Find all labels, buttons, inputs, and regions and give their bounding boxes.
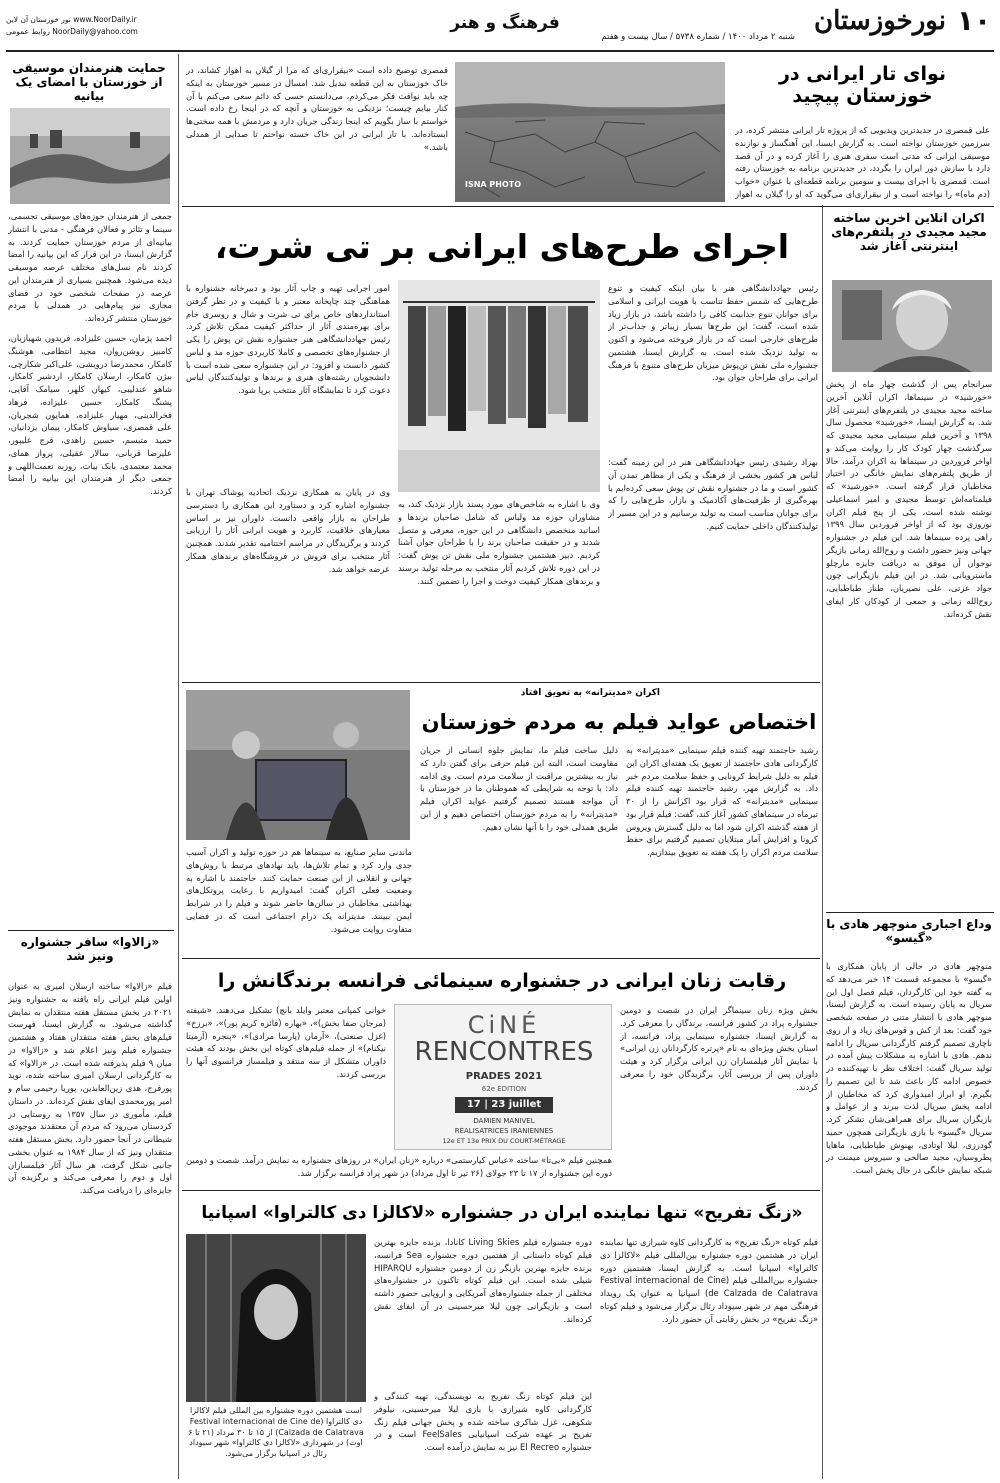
film-headline: اختصاص عواید فیلم به مردم خوزستان	[421, 710, 817, 734]
manouchehr-headline: وداع اجباری منوچهر هادی با «گیسو»	[826, 918, 992, 945]
majid-headline: اکران آنلاین آخرین ساخته مجید مجیدی در پلتفرم‌های اینترنتی آغاز شد	[831, 212, 987, 253]
cine-body-3: همچنین فیلم «بی‌تا» ساخته «عباس کیارستمی» درباره «زنان ایران» در روزهای جشنواره به نمایش درآمد. شصت و دومین دوره این جشنواره از ۱۷ تا ۲۳ جولای (۲۶ تیر تا اول مرداد) در شهر پراد فرانسه برگزار شد.	[186, 1155, 612, 1178]
spain-caption: است هشتمین دوره جشنواره بین المللی فیلم لاکالزا دی کالتراوا (Festival internacional de Cine de Calzada de Calatrava) از ۱۵ تا ۳۰ مرداد (۲۱ تا ۶ اوت) در شهرداری «لاکالزا دی کالتراوا» شهر سیوداد رئال در اسپانیا برگزار می‌شود.	[188, 1406, 364, 1459]
cine-body-1: بخش ویژه زنان سینماگر ایران در شصت و دومین جشنواره پراد در کشور فرانسه، برندگان را معرفی کرد. به گزارش ایسنا، جشنواره سینمایی پراد، فرانسه، از اسنان بخش ویژه‌ای به نام «پرتره کارگردانان زن ایرانی» با نمایش آثار فیلمسازان زن ایرانی برگزار کرد و هیئت داوران پس از بررسی آثار، برگزیدگان خود را معرفی کردند.	[620, 1005, 818, 1092]
majid-photo	[832, 280, 992, 372]
film-kicker: اکران «مدیترانه» به تعویق افتاد	[520, 688, 660, 698]
tshirt-photo	[398, 280, 600, 492]
tshirt-body-5: وی در پایان به همکاری نزدیک اتحادیه پوشاک تهران با جشنواره اشاره کرد و دستاورد این همکاری را دسترسی طراحان به بازار واقعی دانست. داوران نیز بر اساس معیارهای خلاقیت، کاربرد و هویت ایرانی آثار را ارزیابی کردند و برگزیدگان در مراسم اختتامیه تقدیر شدند. همچنین آثار منتخب برای فروش در فروشگاه‌های برندهای همکار عرضه خواهد شد.	[186, 487, 390, 574]
contact-line-site[interactable]: نور خوزستان آن لاین www.NoorDaily.ir	[6, 15, 137, 24]
section-title: فرهنگ و هنر	[450, 13, 560, 33]
left-names: احمد پژمان، حسین علیزاده، فریدون شهبازیان، کامبیز روشن‌روان، مجید انتظامی، هوشنگ کامکار، محمدرضا درویشی، علی‌اکبر شکارچی، بیژن کامکار، ارسلان کامکار، اردشیر کامکار، شاهو عندلیبی، کیهان کلهر، سیامک آقایی، پشنگ کامکار، حسین علیزاده، فرهاد فخرالدینی، مهیار علیزاده، همایون شجریان، علی قمصری، سیاوش کامکار، پیمان یزدانیان، حمید متبسم، حسین زاهدی، فرج علیپور، علیرضا قربانی، سالار عقیلی، پرواز همای، محمد معتمدی، بابک بیات، روزبه نعمت‌اللهی و جمعی دیگر از هنرمندان این بیانیه را امضا کردند.	[8, 333, 172, 497]
tshirt-body-2: بهزاد رشیدی رئیس جهاددانشگاهی هنر در این زمینه گفت: لباس هر کشور بخشی از فرهنگ و یکی از مظاهر تمدن آن کشور است و ما در جشنواره نقش تن پوش سعی کرده‌ایم با بهره‌گیری از ظرفیت‌های آکادمیک و بازار، طرح‌هایی را که برای جوانان مناسب است به تولید برسانیم و در این مسیر از تولیدکنندگان داخلی حمایت کنیم.	[608, 457, 818, 531]
cine-poster	[394, 1004, 612, 1150]
majid-bottom-rule	[826, 912, 994, 913]
cine-headline: رقابت زنان ایرانی در جشنواره سینمائی فرانسه برندگانش را	[217, 970, 787, 992]
masthead-rule	[6, 50, 994, 52]
tar-bottom-rule	[182, 206, 994, 207]
paper-name-logo: نورخوزستان	[814, 6, 946, 36]
cine-body-2: خوانی کمپانی معتبر وایلد بانچ) تشکیل می‌دهند. «شیفته (مرجان صفا بخش)»، «بهاره (فائزه کریم پور)»، «برزخ» (غزل صنعتی)، «آرمان (پارسا مرادی)»، «پنجره (آرمیتا نیکنام)» از جمله فیلم‌های کوتاه این بخش بودند که هیئت داوران متشکل از سه منتقد و فیلمساز فرانسوی آنها را بررسی کردند.	[186, 1005, 386, 1079]
film-photo	[186, 690, 410, 840]
tshirt-headline: اجرای طرح‌های ایرانی بر تی شرت،	[214, 227, 790, 266]
photo-credit-label: ISNA PHOTO	[465, 180, 522, 189]
poster-prades-text: PRADES 2021	[465, 1071, 543, 1082]
tshirt-body-4: امور اجرایی تهیه و چاپ آثار بود و دبیرخانه جشنواره با هماهنگی چند چاپخانه معتبر و با کیفیت و در نظر گرفتن استانداردهای خاص برای تی شرت و شال و روسری خام برای بهره‌مندی آثار از حداکثر کیفیت ممکن تلاش کرد. رئیس جهاددانشگاهی هنر جشنواره نقش تن پوش را یکی از جشنواره‌های تخصصی و کاملا کاربردی حوزه مد و لباس کشور دانست و افزود: در این جشنواره سعی شده است با دانشجویان رشته‌های هنری و برندها و تولیدکنندگان لباس دعوت کرد تا نمایشگاه آثار منتخب برپا شود.	[186, 283, 390, 396]
film-bottom-rule	[182, 958, 820, 959]
masthead	[0, 0, 1000, 52]
film-body-2: دلیل ساخت فیلم ما، نمایش جلوه انسانی از جریان مقاومت است، البته این فیلم حرفی برای گفتن دارد که نیاز به بیشترین مراقبت از سلامت مردم است. وی ادامه داد: با توجه به شرایطی که هموطنان ما در خوزستان با آن مواجه هستند تصمیم گرفتیم عواید اکران فیلم «مدیترانه» را به مردم خوزستان اختصاص دهیم و از این طریق همدلی خود را با آنها نشان دهیم.	[420, 745, 618, 832]
manouchehr-body: منوچهر هادی در حالی از پایان همکاری با «گیسو» با مجموعه قسمت ۱۴ خبر می‌دهد که به گفته خود این کارگردان، فیلم فصل اول این سریال به پایان رسیده است. به گزارش ایسنا، منوچهر هادی با انتشار متنی در صفحه شخصی خود گفت: بعد از کش و قوس‌های زیاد و از روی ناچاری تصمیم گرفتم کارگردانی سریال را ادامه ندهم. هادی با اشاره به مشکلات پیش آمده در تولید سریال گفت: اختلاف نظر با تهیه‌کننده در خصوص ادامه کار باعث شد تا این تصمیم را بگیرم. او ابراز امیدواری کرد که مخاطبان از ادامه پخش سریال لذت ببرند و از عوامل و بازیگران سریال برای همراهی‌شان تشکر کرد. سریال «گیسو» با بازی بازیگرانی همچون حمید گودرزی، لیلا اوتادی، بهنوش طباطبایی، ماهایا پطروسیان، مجید صالحی و سیروس میمنت در شبکه نمایش خانگی در حال پخش است.	[826, 961, 992, 1176]
left-mid-rule	[8, 930, 174, 931]
spain-photo	[186, 1234, 366, 1402]
poster-edition-text: 62e ÉDITION	[481, 1085, 527, 1093]
poster-director-text: DAMIEN MANIVEL	[473, 1117, 535, 1125]
tar-photo	[455, 62, 725, 202]
girl-portrait-illustration	[186, 1234, 366, 1402]
spain-body-2: دوره جشنواره فیلم Living Skies کانادا، برنده جایزه بهترین فیلم کوتاه داستانی از هفتمین دوره جشنواره Sea فرانسه، برنده جایزه بهترین بازیگر زن از دومین جشنواره HIPARQU شیلی شده است. این فیلم کوتاه تاکنون در جشنواره‌های مختلفی از جمله جشنواره‌های آمریکایی و اروپایی حضور داشته است و بازیگرانی چون لیلا میرحسینی در آن ایفای نقش کرده‌اند.	[374, 1237, 592, 1324]
film-body-1: رشید حاجتمند تهیه کننده فیلم سینمایی «مدیترانه» به کارگردانی هادی حاجتمند از تعویق یک هفته‌ای اکران این فیلم به دلیل شرایط کرونایی و حفظ سلامت مردم خبر داد. به گزارش مهر، رشید حاجتمند تهیه کننده فیلم سینمایی «مدیترانه» که قرار بود اکرانش را از ۳۰ تیرماه در سینماهای کشور آغاز کند، گفت: فیلم قرار بود از هفته گذشته اکران شود اما به دلیل گسترش ویروس کرونا و افزایش آمار مبتلایان تصمیم گرفتیم برای حفظ سلامت مردم اکران را یک هفته به تعویق بیندازیم.	[626, 745, 818, 858]
film-still-illustration	[186, 690, 410, 840]
portrait-illustration	[832, 280, 992, 372]
tar-headline: نوای تار ایرانی در خوزستان پیچید	[778, 64, 947, 107]
spain-body-3: این فیلم کوتاه زنگ تفریح به نویسندگی، تهیه کنندگی و کارگردانی کاوه شیرازی با بازی لیلا میرحسینی، نیلوفر شکوهی، غزل شاکری ساخته شده و پخش جهانی فیلم زنگ تفریح بر عهده شرکت اسپانیایی FeelSales است و در جشنواره El Recreo نیز به نمایش درآمده است.	[374, 1391, 592, 1453]
poster-rencontres-text: RENCONTRES	[414, 1037, 594, 1067]
tar-side-body: قمصری توضیح داده است «بیقراری‌ای که مرا از گیلان به اهواز کشاند، در خاک خوزستان به این قطعه تبدیل شد. امسال در مسیر خوزستان به اینکه چه باید نوافت فکر می‌کردم، می‌دانستم حسی که دائم سعی می‌کنم با آن کنار بیایم چیست؛ نزدیکی به خوزستان و آنچه که در اینجا رخ داده است. خواستم با ساز بگویم که اینجا زندگی جریان دارد و مردمش با همه سختی‌ها ایستاده‌اند. با تار ایرانی در این خاک خسته نواختم تا صدایی از همدلی باشد.»	[186, 65, 448, 152]
tshirt-body-3: وی با اشاره به شاخص‌های مورد پسند بازار نزدیک کند، به مشاوران حوزه مد ولباس که شامل صاحبان برندها و اساتید متخصص دانشگاهی در این حوزه، معرفی و متصل شدند و در حقیقت صاحبان برند را با طراحان جوان آشنا کردیم. دبیر هشتمین جشنواره ملی نقش تن پوش گفت: در این دوره تلاش کردیم آثار منتخب به مرحله تولید برسند و برندهای همکار کیفیت دوخت و اجرا را تضمین کنند.	[398, 499, 600, 586]
page-number: ۱۰	[956, 4, 992, 37]
left-photo	[10, 108, 170, 204]
right-column-divider	[822, 205, 823, 1479]
left-column-divider	[178, 54, 179, 1479]
cine-bottom-rule	[182, 1190, 820, 1191]
tar-body: علی قمصری در جدیدترین ویدیویی که از پروژه تار ایرانی منتشر کرده، در سرزمین خوزستان نواخته است. به گزارش ایسنا، این آهنگساز و نوازنده موسیقی ایرانی که مدتی است سفری هنری را آغاز کرده و در آن قصد دارد با سازش دور ایران را بگردد، در جدیدترین برنامه به خوزستان رفته است. قمصری با اجرای بیست و سومین برنامه قطعه‌ای با عنوان «خواب (دم ماه)» را نواخته است و از بیقراری‌ای می‌گوید که او را گیلان به اهواز	[735, 125, 990, 199]
left-headline: حمایت هنرمندان موسیقی از خوزستان با امضای یک بیانیه	[12, 62, 166, 103]
poster-iranian-text: RÉALISATRICES IRANIENNES	[454, 1127, 554, 1135]
zalava-body: فیلم «زالاوا» ساخته ارسلان امیری به عنوان اولین فیلم ایرانی راه یافته به جشنواره ونیز ۲۰۲۱ در بخش مستقل هفته منتقدان به نمایش گذاشته می‌شود. به گزارش ایسنا، فهرست فیلم‌های بخش هفته منتقدان هفتاد و هشتمین جشنواره فیلم ونیز اعلام شد و «زالاوا» در میان ۹ فیلم پذیرفته شده است. در «زالاوا» که به کارگردانی ارسلان امیری ساخته شده، نوید پورفرج، هدی زین‌العابدین، پوریا رحیمی سام و امیر پورمحمدی ایفای نقش کرده‌اند. در داستان فیلم، مأموری در سال ۱۳۵۷ به روستایی در کردستان می‌رود که مردم آن معتقدند موجودی شیطانی در آنجا حضور دارد. بخش مستقل هفته منتقدان ونیز که از سال ۱۹۸۴ به عنوان بخشی جانبی شکل گرفت، هر سال آثار فیلمسازان اول و دوم را معرفی می‌کند و برگزیده آن جایزه‌ای را دریافت می‌کند.	[8, 981, 172, 1196]
spain-body-1: فیلم کوتاه «زنگ تفریح» به کارگردانی کاوه شیرازی تنها نماینده ایران در هشتمین دوره جشنواره بین‌المللی فیلم «لاکالزا دی کالتراوا» اسپانیا است. به گزارش ایسنا، هشتمین دوره جشنواره بین‌المللی فیلم (Festival internacional de Cine de Calzada de Calatrava) اسپانیا به عنوان یک رویداد فرهنگی مهم در شهر سیوداد رئال برگزار می‌شود و فیلم کوتاه «زنگ تفریح» در بخش رقابتی آن حضور دارد.	[600, 1237, 818, 1324]
clothes-rack-illustration	[398, 280, 600, 492]
left-body: جمعی از هنرمندان حوزه‌های موسیقی تجسمی، سینما و تئاتر و فعالان فرهنگی - مدنی با انتشار بیانیه‌ای از مردم خوزستان حمایت کردند. به گزارش ایسنا، در این قرار که این بیانیه را امضا کردند نام نسل‌های مختلف عرصه موسیقی دیده می‌شود. همچنین بسیاری از هنرمندان این عرصه در صفحات شخصی خود در فضای مجازی نیز پیام‌هایی در همدلی با مردم خوزستان منتشر کرده‌اند.	[8, 211, 172, 324]
film-body-3: ماندنی سایر صنایع، به سینماها هم در حوزه تولید و اکران آسیب جدی وارد کرد و تمام تلاش‌ها، باید نهادهای مرتبط با روش‌های جهانی و انقلابی از این صنعت حمایت کنند. حاجتمند با اشاره به وضعیت فعلی اکران گفت: امیدواریم با رعایت پروتکل‌های بهداشتی مخاطبان در سالن‌ها حاضر شوند و فیلم را در شرایط ایمن ببینند. مدیترانه یک درام اجتماعی است که در فضایی متفاوت روایت می‌شود.	[186, 847, 412, 934]
tshirt-bottom-rule	[182, 682, 820, 683]
issue-line: شنبه ۲ مرداد ۱۴۰۰ / شماره ۵۷۳۸ / سال بیست و هفتم	[601, 32, 795, 42]
poster-cine-text: CiNÉ	[467, 1011, 541, 1037]
spain-headline: «زنگ تفریح» تنها نماینده ایران در جشنواره «لاکالزا دی کالتراوا» اسپانیا	[201, 1203, 803, 1223]
majid-body: سرانجام پس از گذشت چهار ماه از پخش «خورشید» در سینماها، اکران آنلاین آخرین ساخته مجید مجیدی در پلتفرم‌های اینترنتی آغاز شد. به گزارش ایسنا، «خورشید» محصول سال ۱۳۹۸ و آخرین فیلم سینمایی مجید مجیدی که سرگذشت چهار کودک کار را روایت می‌کند و اواخر فروردین در سینماها به اکران درآمد، حالا از طریق پلتفرم‌های نمایش خانگی در اختیار مخاطبان قرار گرفته است. «خورشید» که فیلمنامه‌اش توسط مجیدی و امیر اسماعیلی نوشته شده است، یکی از پنج فیلم اکران نوروزی بود که از اواخر فروردین سال ۱۳۹۹ راهی پرده سینماها شد. این فیلم در جشنواره جهانی ونیز حضور داشت و روح‌الله زمانی بازیگر نوجوان آن موفق به دریافت جایزه مارچلو ماسترویانی شد. در این فیلم بازیگرانی چون جواد عزتی، علی نصیریان، طناز طباطبایی، روح‌الله زمانی و جمعی از کودکان کار ایفای نقش کرده‌اند.	[826, 379, 992, 619]
zalava-headline: «زالاوا» سافر جشنواره ونیز شد	[20, 936, 160, 963]
river-illustration	[10, 108, 170, 204]
contact-line-email[interactable]: روابط عمومی NoorDaily@yahoo.com	[6, 27, 138, 36]
tshirt-body-1: رئیس جهاددانشگاهی هنر با بیان اینکه کیفیت و تنوع طرح‌هایی که شمس حفظ تناسب با هویت ایرانی و اسلامی برای جوانان تنوع جذابیت کافی را داشته باشد، در بازار زیاد شده است، گفت: این طرح‌ها بسیار زیباتر و جذاب‌تر از طرح‌های خارجی است که در بازار فروخته می‌شود و اکنون به تولید نزدیک شده است. به گزارش ایسنا، هشتمین جشنواره ملی نقش تن‌پوش میزبان طرح‌های متنوع با فرهنگ ایرانی برای طراحان جوان بود.	[608, 283, 818, 383]
poster-date-badge: 17 | 23 juillet	[455, 1097, 553, 1113]
poster-prize-text: 12e ET 13e PRIX DU COURT-MÉTRAGE	[442, 1137, 566, 1145]
